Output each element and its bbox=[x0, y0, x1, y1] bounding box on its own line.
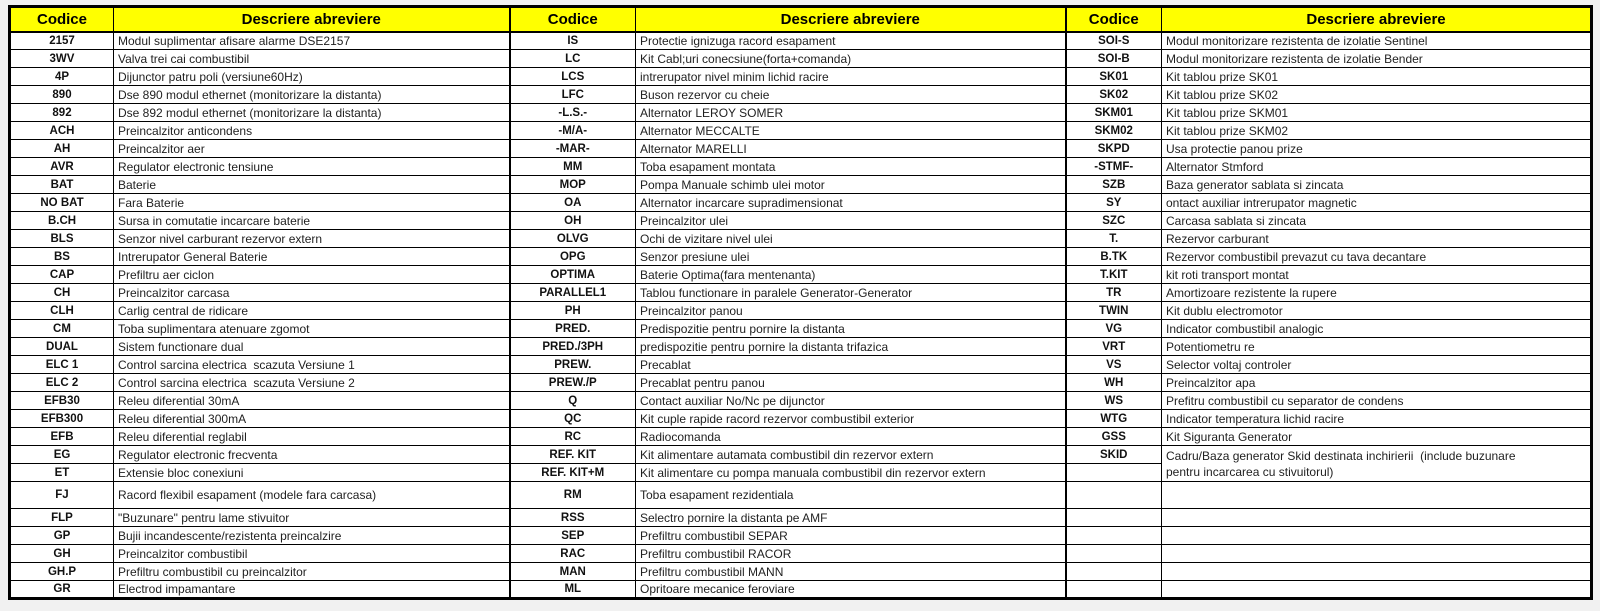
code-cell: EFB bbox=[10, 428, 114, 446]
desc-cell: Kit tablou prize SK02 bbox=[1162, 86, 1592, 104]
code-cell: -M/A- bbox=[510, 122, 636, 140]
desc-cell: Baterie Optima(fara mentenanta) bbox=[636, 266, 1066, 284]
code-cell: FLP bbox=[10, 509, 114, 527]
code-cell: MAN bbox=[510, 563, 636, 581]
code-cell: 892 bbox=[10, 104, 114, 122]
table-header bbox=[10, 7, 1592, 32]
desc-cell: Buson rezervor cu cheie bbox=[636, 86, 1066, 104]
code-cell: SOI-S bbox=[1066, 32, 1162, 50]
desc-cell: Prefiltru combustibil SEPAR bbox=[636, 527, 1066, 545]
code-cell: ELC 2 bbox=[10, 374, 114, 392]
code-cell: 2157 bbox=[10, 32, 114, 50]
desc-cell: Baza generator sablata si zincata bbox=[1162, 176, 1592, 194]
code-cell bbox=[1066, 563, 1162, 581]
code-cell: TWIN bbox=[1066, 302, 1162, 320]
desc-cell: Preincalzitor carcasa bbox=[114, 284, 510, 302]
desc-cell: Alternator MECCALTE bbox=[636, 122, 1066, 140]
desc-cell: Racord flexibil esapament (modele fara carcasa) bbox=[114, 482, 510, 509]
code-cell: T.KIT bbox=[1066, 266, 1162, 284]
desc-cell: Preincalzitor aer bbox=[114, 140, 510, 158]
code-cell: PRED. bbox=[510, 320, 636, 338]
code-cell: RAC bbox=[510, 545, 636, 563]
code-cell: EG bbox=[10, 446, 114, 464]
header-descriere-1: Descriere abreviere bbox=[114, 7, 510, 32]
desc-cell: Alternator LEROY SOMER bbox=[636, 104, 1066, 122]
desc-cell: Usa protectie panou prize bbox=[1162, 140, 1592, 158]
desc-cell: Valva trei cai combustibil bbox=[114, 50, 510, 68]
desc-cell: Kit Cabl;uri conecsiune(forta+comanda) bbox=[636, 50, 1066, 68]
table-row bbox=[10, 581, 1592, 599]
desc-cell: Alternator incarcare supradimensionat bbox=[636, 194, 1066, 212]
desc-cell: Potentiometru re bbox=[1162, 338, 1592, 356]
desc-cell: Alternator Stmford bbox=[1162, 158, 1592, 176]
table-row bbox=[10, 320, 1592, 338]
code-cell bbox=[1066, 581, 1162, 599]
desc-cell: Toba esapament montata bbox=[636, 158, 1066, 176]
desc-cell: "Buzunare" pentru lame stivuitor bbox=[114, 509, 510, 527]
code-cell: GP bbox=[10, 527, 114, 545]
code-cell: OPG bbox=[510, 248, 636, 266]
code-cell: -L.S.- bbox=[510, 104, 636, 122]
code-cell: EFB300 bbox=[10, 410, 114, 428]
desc-cell: kit roti transport montat bbox=[1162, 266, 1592, 284]
desc-cell: Prefiltru combustibil cu preincalzitor bbox=[114, 563, 510, 581]
code-cell: MM bbox=[510, 158, 636, 176]
table-row bbox=[10, 50, 1592, 68]
table-row bbox=[10, 545, 1592, 563]
desc-cell: Selectro pornire la distanta pe AMF bbox=[636, 509, 1066, 527]
table-row bbox=[10, 158, 1592, 176]
code-cell: REF. KIT bbox=[510, 446, 636, 464]
code-cell: ML bbox=[510, 581, 636, 599]
code-cell: WS bbox=[1066, 392, 1162, 410]
table-row bbox=[10, 446, 1592, 464]
code-cell: SEP bbox=[510, 527, 636, 545]
code-cell bbox=[1066, 527, 1162, 545]
code-cell: CAP bbox=[10, 266, 114, 284]
code-cell: TR bbox=[1066, 284, 1162, 302]
code-cell: SZB bbox=[1066, 176, 1162, 194]
desc-cell: Preincalzitor combustibil bbox=[114, 545, 510, 563]
desc-cell: Indicator combustibil analogic bbox=[1162, 320, 1592, 338]
desc-cell: Intrerupator General Baterie bbox=[114, 248, 510, 266]
desc-cell: Prefitru combustibil cu separator de condens bbox=[1162, 392, 1592, 410]
table-row bbox=[10, 32, 1592, 50]
desc-cell: Prefiltru aer ciclon bbox=[114, 266, 510, 284]
desc-cell: Electrod impamantare bbox=[114, 581, 510, 599]
code-cell: PRED./3PH bbox=[510, 338, 636, 356]
desc-cell: Senzor nivel carburant rezervor extern bbox=[114, 230, 510, 248]
code-cell: DUAL bbox=[10, 338, 114, 356]
header-codice-1: Codice bbox=[10, 7, 114, 32]
table-row bbox=[10, 266, 1592, 284]
code-cell: VG bbox=[1066, 320, 1162, 338]
desc-cell: Predispozitie pentru pornire la distanta bbox=[636, 320, 1066, 338]
desc-cell: Kit tablou prize SKM02 bbox=[1162, 122, 1592, 140]
table-row bbox=[10, 284, 1592, 302]
code-cell bbox=[1066, 464, 1162, 482]
table-row bbox=[10, 302, 1592, 320]
code-cell: ELC 1 bbox=[10, 356, 114, 374]
desc-cell: Kit tablou prize SK01 bbox=[1162, 68, 1592, 86]
table-row bbox=[10, 122, 1592, 140]
code-cell: VRT bbox=[1066, 338, 1162, 356]
desc-cell: ontact auxiliar intrerupator magnetic bbox=[1162, 194, 1592, 212]
code-cell: SK01 bbox=[1066, 68, 1162, 86]
code-cell: B.CH bbox=[10, 212, 114, 230]
code-cell bbox=[1066, 509, 1162, 527]
header-descriere-3: Descriere abreviere bbox=[1162, 7, 1592, 32]
desc-cell: Kit alimentare cu pompa manuala combustibil din rezervor extern bbox=[636, 464, 1066, 482]
desc-cell: Prefiltru combustibil MANN bbox=[636, 563, 1066, 581]
table-row bbox=[10, 374, 1592, 392]
code-cell: PREW. bbox=[510, 356, 636, 374]
desc-cell: Rezervor carburant bbox=[1162, 230, 1592, 248]
code-cell: 890 bbox=[10, 86, 114, 104]
code-cell: SKM02 bbox=[1066, 122, 1162, 140]
desc-cell: Releu diferential reglabil bbox=[114, 428, 510, 446]
desc-cell: Radiocomanda bbox=[636, 428, 1066, 446]
desc-cell: Preincalzitor anticondens bbox=[114, 122, 510, 140]
code-cell: AH bbox=[10, 140, 114, 158]
code-cell: CH bbox=[10, 284, 114, 302]
code-cell: OA bbox=[510, 194, 636, 212]
desc-cell: Sistem functionare dual bbox=[114, 338, 510, 356]
table-row bbox=[10, 509, 1592, 527]
code-cell: ACH bbox=[10, 122, 114, 140]
desc-cell bbox=[1162, 563, 1592, 581]
code-cell: 3WV bbox=[10, 50, 114, 68]
desc-cell: Modul suplimentar afisare alarme DSE2157 bbox=[114, 32, 510, 50]
table-row bbox=[10, 248, 1592, 266]
code-cell: SZC bbox=[1066, 212, 1162, 230]
code-cell: RC bbox=[510, 428, 636, 446]
desc-cell: Extensie bloc conexiuni bbox=[114, 464, 510, 482]
desc-cell: Bujii incandescente/rezistenta preincalzire bbox=[114, 527, 510, 545]
code-cell: 4P bbox=[10, 68, 114, 86]
desc-cell: Fara Baterie bbox=[114, 194, 510, 212]
header-codice-3: Codice bbox=[1066, 7, 1162, 32]
desc-cell: Kit tablou prize SKM01 bbox=[1162, 104, 1592, 122]
code-cell: -STMF- bbox=[1066, 158, 1162, 176]
code-cell: RSS bbox=[510, 509, 636, 527]
table-row bbox=[10, 392, 1592, 410]
desc-cell: Control sarcina electrica scazuta Versiune 2 bbox=[114, 374, 510, 392]
desc-cell: Preincalzitor ulei bbox=[636, 212, 1066, 230]
desc-cell: Releu diferential 30mA bbox=[114, 392, 510, 410]
desc-cell: Carlig central de ridicare bbox=[114, 302, 510, 320]
code-cell: Q bbox=[510, 392, 636, 410]
table-row bbox=[10, 68, 1592, 86]
desc-cell: Kit dublu electromotor bbox=[1162, 302, 1592, 320]
code-cell: QC bbox=[510, 410, 636, 428]
desc-cell: Regulator electronic frecventa bbox=[114, 446, 510, 464]
code-cell: WH bbox=[1066, 374, 1162, 392]
code-cell: GH bbox=[10, 545, 114, 563]
code-cell: GR bbox=[10, 581, 114, 599]
desc-cell: Dse 892 modul ethernet (monitorizare la distanta) bbox=[114, 104, 510, 122]
code-cell: LFC bbox=[510, 86, 636, 104]
code-cell: ET bbox=[10, 464, 114, 482]
code-cell: MOP bbox=[510, 176, 636, 194]
code-cell: BAT bbox=[10, 176, 114, 194]
desc-cell: Carcasa sablata si zincata bbox=[1162, 212, 1592, 230]
code-cell: SOI-B bbox=[1066, 50, 1162, 68]
desc-cell: Kit cuple rapide racord rezervor combustibil exterior bbox=[636, 410, 1066, 428]
code-cell: OLVG bbox=[510, 230, 636, 248]
desc-cell: Senzor presiune ulei bbox=[636, 248, 1066, 266]
code-cell: VS bbox=[1066, 356, 1162, 374]
table-row bbox=[10, 410, 1592, 428]
code-cell: B.TK bbox=[1066, 248, 1162, 266]
desc-cell: Selector voltaj controler bbox=[1162, 356, 1592, 374]
desc-cell: Pompa Manuale schimb ulei motor bbox=[636, 176, 1066, 194]
desc-cell: Preincalzitor apa bbox=[1162, 374, 1592, 392]
desc-cell: Alternator MARELLI bbox=[636, 140, 1066, 158]
desc-cell: Tablou functionare in paralele Generator-Generator bbox=[636, 284, 1066, 302]
desc-cell: Precablat pentru panou bbox=[636, 374, 1066, 392]
desc-cell: Precablat bbox=[636, 356, 1066, 374]
desc-cell: Indicator temperatura lichid racire bbox=[1162, 410, 1592, 428]
code-cell: SKPD bbox=[1066, 140, 1162, 158]
table-body bbox=[10, 32, 1592, 599]
desc-cell: Dijunctor patru poli (versiune60Hz) bbox=[114, 68, 510, 86]
code-cell: GSS bbox=[1066, 428, 1162, 446]
code-cell: -MAR- bbox=[510, 140, 636, 158]
code-cell: T. bbox=[1066, 230, 1162, 248]
code-cell: REF. KIT+M bbox=[510, 464, 636, 482]
desc-cell: intrerupator nivel minim lichid racire bbox=[636, 68, 1066, 86]
code-cell: BS bbox=[10, 248, 114, 266]
code-cell: PARALLEL1 bbox=[510, 284, 636, 302]
desc-cell: Opritoare mecanice feroviare bbox=[636, 581, 1066, 599]
code-cell: LCS bbox=[510, 68, 636, 86]
desc-cell bbox=[1162, 527, 1592, 545]
desc-cell: Rezervor combustibil prevazut cu tava decantare bbox=[1162, 248, 1592, 266]
code-cell: EFB30 bbox=[10, 392, 114, 410]
desc-cell: Control sarcina electrica scazuta Versiune 1 bbox=[114, 356, 510, 374]
desc-cell: Toba suplimentara atenuare zgomot bbox=[114, 320, 510, 338]
code-cell bbox=[1066, 482, 1162, 509]
desc-cell: Prefiltru combustibil RACOR bbox=[636, 545, 1066, 563]
code-cell: RM bbox=[510, 482, 636, 509]
code-cell: GH.P bbox=[10, 563, 114, 581]
desc-cell: Amortizoare rezistente la rupere bbox=[1162, 284, 1592, 302]
code-cell: FJ bbox=[10, 482, 114, 509]
code-cell: CM bbox=[10, 320, 114, 338]
desc-cell: Protectie ignizuga racord esapament bbox=[636, 32, 1066, 50]
table-row bbox=[10, 194, 1592, 212]
code-cell: LC bbox=[510, 50, 636, 68]
desc-cell: Modul monitorizare rezistenta de izolatie Bender bbox=[1162, 50, 1592, 68]
table-row bbox=[10, 140, 1592, 158]
header-descriere-2: Descriere abreviere bbox=[636, 7, 1066, 32]
code-cell: WTG bbox=[1066, 410, 1162, 428]
code-cell: AVR bbox=[10, 158, 114, 176]
code-cell: CLH bbox=[10, 302, 114, 320]
desc-cell bbox=[1162, 482, 1592, 509]
table-row bbox=[10, 338, 1592, 356]
desc-cell: Cadru/Baza generator Skid destinata inchirierii (include buzunare pentru incarcarea cu stivuitorul) bbox=[1162, 446, 1592, 482]
table-row bbox=[10, 230, 1592, 248]
code-cell: SY bbox=[1066, 194, 1162, 212]
table-row bbox=[10, 527, 1592, 545]
desc-cell: Preincalzitor panou bbox=[636, 302, 1066, 320]
table-row bbox=[10, 104, 1592, 122]
table-row bbox=[10, 482, 1592, 509]
desc-cell: Ochi de vizitare nivel ulei bbox=[636, 230, 1066, 248]
table-row bbox=[10, 176, 1592, 194]
desc-cell: Releu diferential 300mA bbox=[114, 410, 510, 428]
desc-cell: Kit Siguranta Generator bbox=[1162, 428, 1592, 446]
header-row bbox=[10, 7, 1592, 32]
desc-cell: predispozitie pentru pornire la distanta trifazica bbox=[636, 338, 1066, 356]
code-cell: SK02 bbox=[1066, 86, 1162, 104]
code-cell: PREW./P bbox=[510, 374, 636, 392]
code-cell: SKID bbox=[1066, 446, 1162, 464]
desc-cell: Toba esapament rezidentiala bbox=[636, 482, 1066, 509]
desc-cell bbox=[1162, 581, 1592, 599]
code-cell: SKM01 bbox=[1066, 104, 1162, 122]
code-cell: BLS bbox=[10, 230, 114, 248]
code-cell: NO BAT bbox=[10, 194, 114, 212]
code-cell: OPTIMA bbox=[510, 266, 636, 284]
desc-cell: Regulator electronic tensiune bbox=[114, 158, 510, 176]
desc-cell: Kit alimentare autamata combustibil din rezervor extern bbox=[636, 446, 1066, 464]
code-cell: PH bbox=[510, 302, 636, 320]
desc-cell bbox=[1162, 509, 1592, 527]
desc-cell: Modul monitorizare rezistenta de izolatie Sentinel bbox=[1162, 32, 1592, 50]
abbreviation-legend-table bbox=[8, 5, 1593, 600]
code-cell bbox=[1066, 545, 1162, 563]
table-row bbox=[10, 428, 1592, 446]
code-cell: OH bbox=[510, 212, 636, 230]
desc-cell: Dse 890 modul ethernet (monitorizare la distanta) bbox=[114, 86, 510, 104]
header-codice-2: Codice bbox=[510, 7, 636, 32]
table-row bbox=[10, 563, 1592, 581]
code-cell: IS bbox=[510, 32, 636, 50]
table-row bbox=[10, 86, 1592, 104]
desc-cell bbox=[1162, 545, 1592, 563]
desc-cell: Baterie bbox=[114, 176, 510, 194]
desc-cell: Sursa in comutatie incarcare baterie bbox=[114, 212, 510, 230]
desc-cell: Contact auxiliar No/Nc pe dijunctor bbox=[636, 392, 1066, 410]
table-row bbox=[10, 212, 1592, 230]
table-row bbox=[10, 356, 1592, 374]
